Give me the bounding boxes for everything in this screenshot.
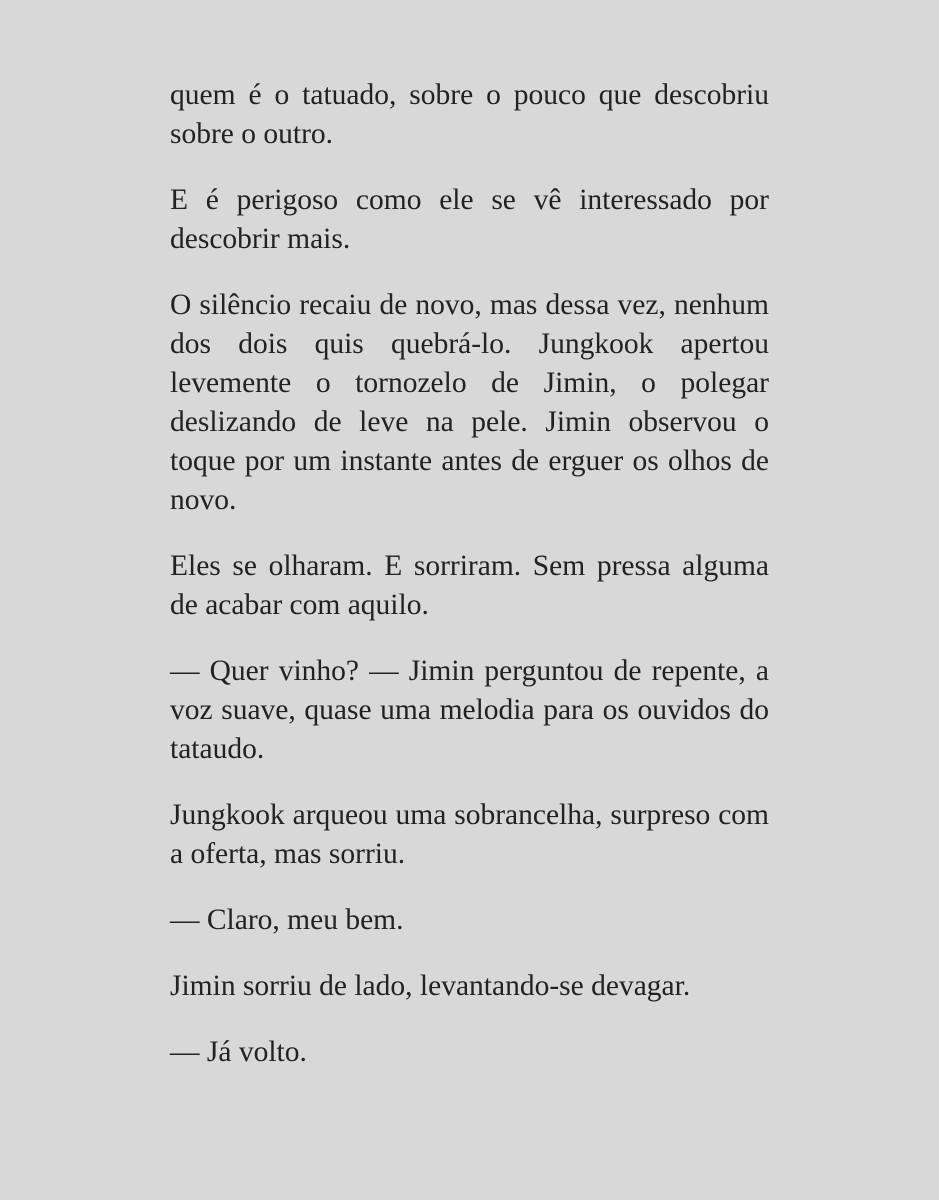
paragraph: O silêncio recaiu de novo, mas dessa vez, nenhum dos dois quis quebrá-lo. Jungkook apertou levemente o tornozelo de Jimin, o polegar deslizando de leve na pele. Jimin observou o toque por um instante antes de erguer os olhos de novo. xyxy=(170,289,769,516)
paragraph: — Quer vinho? — Jimin perguntou de repente, a voz suave, quase uma melodia para os ouvidos do tataudo. xyxy=(170,655,769,765)
paragraph: Eles se olharam. E sorriram. Sem pressa alguma de acabar com aquilo. xyxy=(170,550,769,621)
paragraph: — Já volto. xyxy=(170,1036,307,1068)
paragraph: quem é o tatuado, sobre o pouco que descobriu sobre o outro. xyxy=(170,79,769,150)
paragraph: E é perigoso como ele se vê interessado por descobrir mais. xyxy=(170,184,769,255)
paragraph: Jungkook arqueou uma sobrancelha, surpreso com a oferta, mas sorriu. xyxy=(170,799,769,870)
paragraph: — Claro, meu bem. xyxy=(170,904,404,936)
paragraph: Jimin sorriu de lado, levantando-se devagar. xyxy=(170,970,691,1002)
